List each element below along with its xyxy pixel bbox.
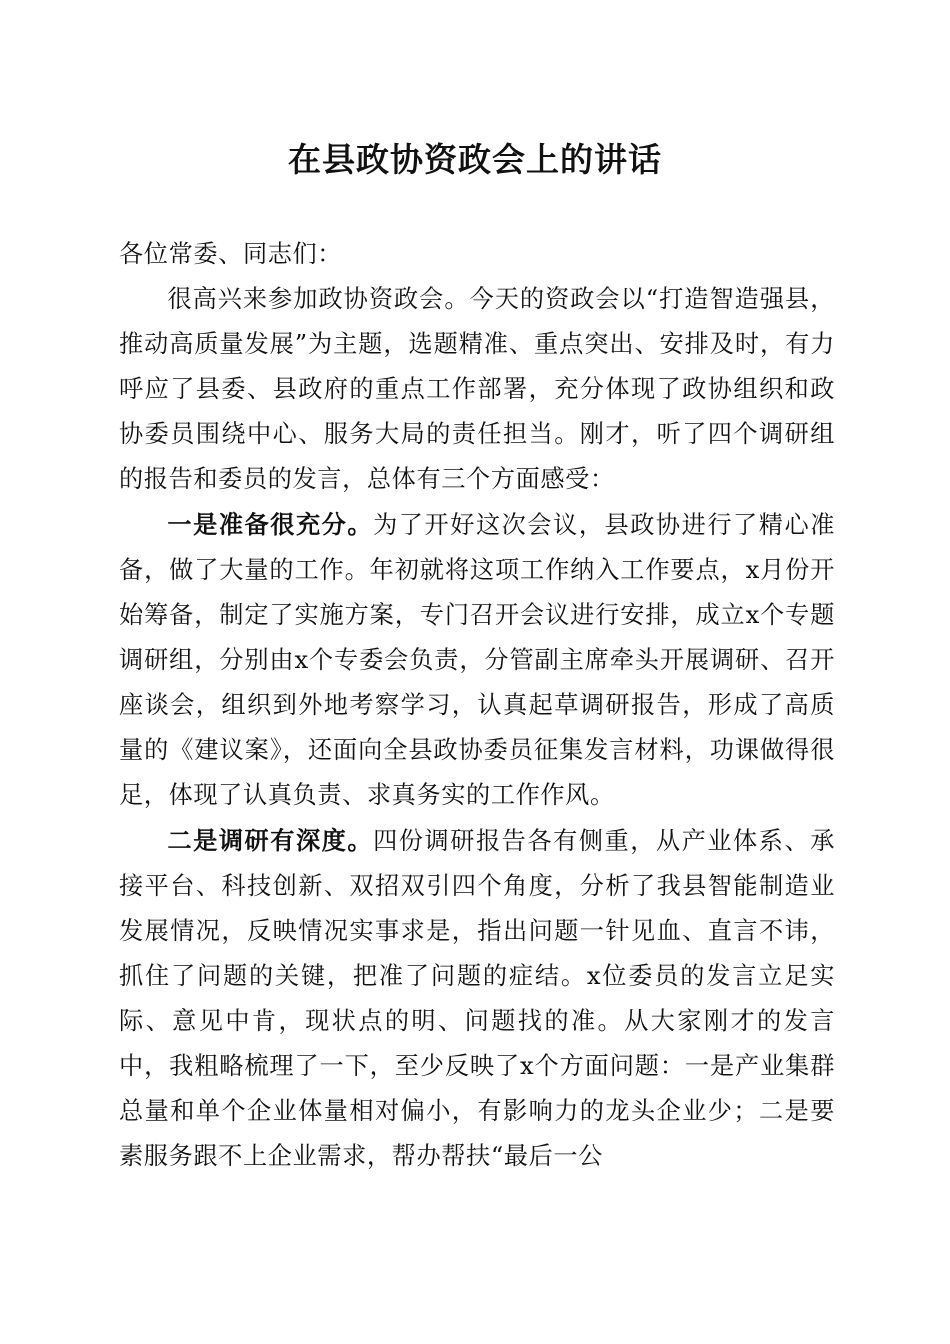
paragraph-research-text: 四份调研报告各有侧重，从产业体系、承接平台、科技创新、双招双引四个角度，分析了我县智能制造业发展情况，反映情况实事求是，指出问题一针见血、直言不讳，抓住了问题的关键，把准了问题的症结。x位委员的发言立足实际、意见中肯，现状点的明、问题找的准。从大家刚才的发言中，我粗略梳理了一下，至少反映了x个方面问题：一是产业集群总量和单个企业体量相对偏小，有影响力的龙头企业少；二是要素服务跟不上企业需求，帮办帮扶“最后一公: [119, 827, 835, 1170]
paragraph-research-lead: 二是调研有深度。: [167, 826, 374, 855]
document-body: [119, 232, 835, 1179]
paragraph-intro-text: 很高兴来参加政协资政会。今天的资政会以“打造智造强县，推动高质量发展”为主题，选题精准、重点突出、安排及时，有力呼应了县委、县政府的重点工作部署，充分体现了政协组织和政协委员围绕中心、服务大局的责任担当。刚才，听了四个调研组的报告和委员的发言，总体有三个方面感受：: [119, 285, 835, 493]
paragraph-preparation-lead: 一是准备很充分。: [167, 510, 374, 539]
salutation: 各位常委、同志们：: [119, 240, 343, 268]
paragraph-research: [119, 818, 835, 1179]
paragraph-preparation-text: 为了开好这次会议，县政协进行了精心准备，做了大量的工作。年初就将这项工作纳入工作要点，x月份开始筹备，制定了实施方案，专门召开会议进行安排，成立x个专题调研组，分别由x个专委会负责，分管副主席牵头开展调研、召开座谈会，组织到外地考察学习，认真起草调研报告，形成了高质量的《建议案》，还面向全县政协委员征集发言材料，功课做得很足，体现了认真负责、求真务实的工作作风。: [119, 511, 835, 809]
paragraph-intro: [119, 277, 835, 502]
paragraph-preparation: [119, 502, 835, 818]
document-title: 在县政协资政会上的讲话: [288, 140, 662, 179]
